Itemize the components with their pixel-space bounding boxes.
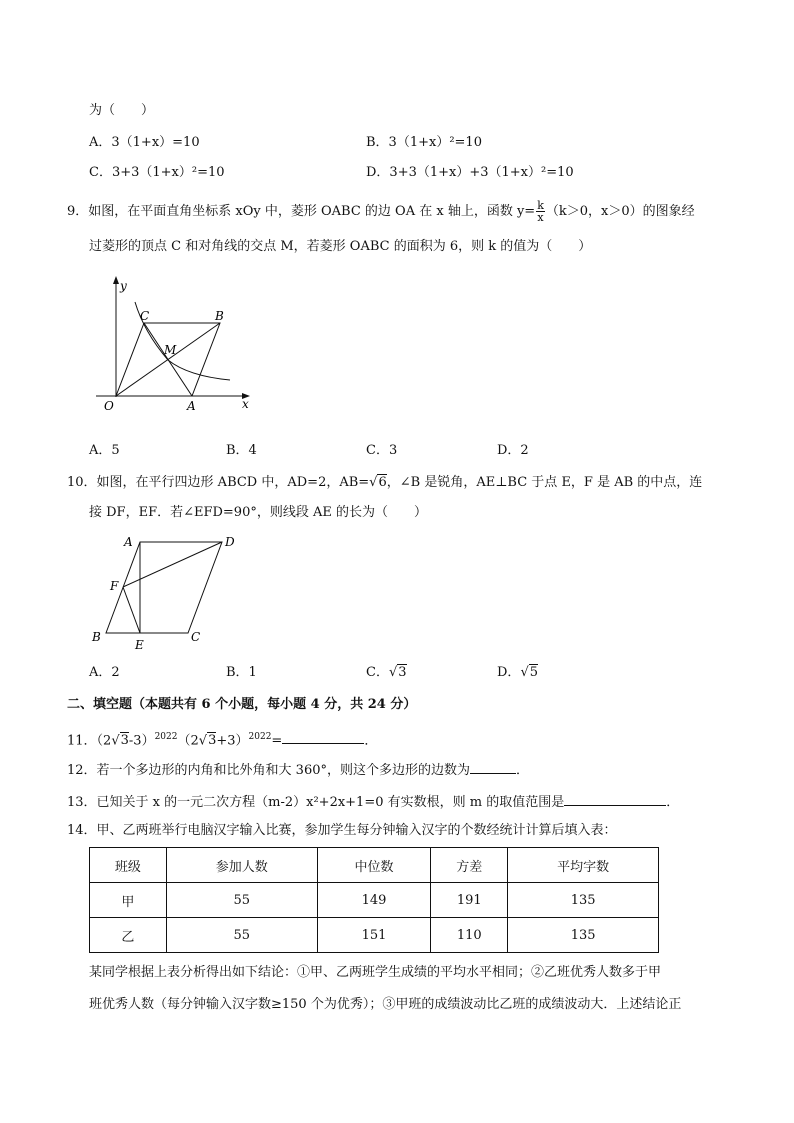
q10-figure <box>88 530 248 654</box>
q10-line2: 接 DF，EF．若∠EFD=90°，则线段 AE 的长为（ ） <box>89 505 427 520</box>
q9-frac-num: k <box>537 199 544 212</box>
q10-segment-fe <box>123 587 140 633</box>
q11-exponent1: 2022 <box>154 732 178 742</box>
q11-mid2: （2 <box>177 733 199 749</box>
q13-text: 13．已知关于 x 的一元二次方程（m-2）x²+2x+1=0 有实数根，则 m 的取值范围是 <box>67 795 565 810</box>
q13-answer-blank[interactable] <box>564 792 666 806</box>
table-cell: 乙 <box>90 918 167 953</box>
q10-line1-b: ，∠B 是锐角，AE⊥BC 于点 E，F 是 AB 的中点，连 <box>386 475 703 490</box>
table-header-row <box>90 848 659 883</box>
q10-sqrt-symbol: √ <box>369 475 378 490</box>
q9-y-arrow <box>113 276 119 284</box>
q11-equals: = <box>271 733 283 749</box>
q10-option-d-sqrt: 5 <box>529 665 539 680</box>
q10-option-d-label: D． <box>497 665 521 680</box>
q8-option-d: D．3+3（1+x）+3（1+x）²=10 <box>366 165 574 180</box>
q10-sqrt-ab: 6 <box>378 475 387 490</box>
q11-sqrt1: 3 <box>120 733 129 749</box>
table-header-cell: 参加人数 <box>166 848 317 883</box>
table-header-cell: 方差 <box>431 848 508 883</box>
table-cell: 149 <box>317 883 431 918</box>
q11-exponent2: 2022 <box>248 732 272 742</box>
table-row <box>90 918 659 953</box>
table-header-cell: 平均字数 <box>508 848 659 883</box>
q8-option-b: B．3（1+x）²=10 <box>366 135 482 150</box>
q8-stem-end: 为（ ） <box>89 103 155 118</box>
q8-option-a: A．3（1+x）=10 <box>89 135 200 150</box>
q12-end: ． <box>516 763 530 778</box>
q10-label-e: E <box>135 638 144 652</box>
q14-after-line1: 某同学根据上表分析得出如下结论：①甲、乙两班学生成绩的平均水平相同；②乙班优秀人数多于甲 <box>89 965 662 980</box>
q10-label-a: A <box>124 535 133 549</box>
table-cell: 110 <box>431 918 508 953</box>
q9-label-y: y <box>120 279 127 293</box>
q11-sqrt2-symbol: √ <box>198 733 208 749</box>
table-header-cell: 班级 <box>90 848 167 883</box>
q10-option-c-label: C． <box>366 665 389 680</box>
q11-mid1: -3） <box>128 733 155 749</box>
q14-intro: 14．甲、乙两班举行电脑汉字输入比赛，参加学生每分钟输入汉字的个数经统计计算后填入表： <box>67 823 617 838</box>
q9-option-a: A．5 <box>89 443 120 458</box>
table-cell: 甲 <box>90 883 167 918</box>
q10-label-b: B <box>92 630 101 644</box>
q11-answer-blank[interactable] <box>282 730 364 744</box>
q11-mid3: +3） <box>216 733 249 749</box>
q10-line1-a: 10．如图，在平行四边形 ABCD 中，AD=2，AB= <box>67 475 370 490</box>
q9-label-a: A <box>187 399 196 413</box>
q10-option-c-sqrt: 3 <box>398 665 407 680</box>
q14-table <box>89 847 659 953</box>
q10-option-a: A．2 <box>89 665 120 680</box>
q9-label-b: B <box>215 309 224 323</box>
q9-line1-a: 9．如图，在平面直角坐标系 xOy 中，菱形 OABC 的边 OA 在 x 轴上，函数 y= <box>67 204 536 219</box>
q10-option-c <box>366 664 407 682</box>
table-cell: 191 <box>431 883 508 918</box>
table-header-cell: 中位数 <box>317 848 431 883</box>
q9-label-x: x <box>242 397 249 411</box>
q11-sqrt1-symbol: √ <box>111 733 120 749</box>
q9-label-c: C <box>140 309 150 323</box>
q11-sqrt2: 3 <box>208 733 217 749</box>
q9-option-b: B．4 <box>226 443 257 458</box>
q10-option-c-sqrt-symbol: √ <box>388 665 398 680</box>
q9-figure <box>88 272 258 417</box>
q10-option-b: B．1 <box>226 665 257 680</box>
q9-line2: 过菱形的顶点 C 和对角线的交点 M，若菱形 OABC 的面积为 6，则 k 的值为（ ） <box>89 239 592 254</box>
table-cell: 151 <box>317 918 431 953</box>
q8-option-c: C．3+3（1+x）²=10 <box>89 165 225 180</box>
q10-line1 <box>67 474 702 492</box>
q12-line <box>67 760 529 780</box>
q13-end: ． <box>666 795 680 810</box>
q10-option-d-sqrt-symbol: √ <box>520 665 529 680</box>
q9-label-o: O <box>104 399 114 413</box>
q11-prefix: 11．（2 <box>67 733 112 749</box>
q9-option-d: D．2 <box>497 443 529 458</box>
q10-label-d: D <box>225 535 235 549</box>
table-cell: 135 <box>508 918 659 953</box>
q12-text: 12．若一个多边形的内角和比外角和大 360°，则这个多边形的边数为 <box>67 763 470 778</box>
q12-answer-blank[interactable] <box>470 760 516 774</box>
q9-fraction <box>536 200 545 223</box>
q9-option-c: C．3 <box>366 443 398 458</box>
q10-label-f: F <box>110 579 119 593</box>
table-cell: 55 <box>166 918 317 953</box>
q10-option-d <box>497 664 538 682</box>
table-cell: 55 <box>166 883 317 918</box>
table-cell: 135 <box>508 883 659 918</box>
q9-frac-den: x <box>537 211 544 224</box>
q9-line1-b: （k＞0，x＞0）的图象经 <box>545 204 695 219</box>
section2-heading: 二、填空题（本题共有 6 个小题，每小题 4 分，共 24 分） <box>67 697 417 712</box>
q11-line <box>67 728 377 750</box>
table-row <box>90 883 659 918</box>
q9-label-m: M <box>164 343 177 357</box>
q9-line1 <box>67 200 695 223</box>
q11-end: ． <box>364 733 378 749</box>
q10-label-c: C <box>191 630 201 644</box>
q14-after-line2: 班优秀人数（每分钟输入汉字数≥150 个为优秀）；③甲班的成绩波动比乙班的成绩波动大．上述结论正 <box>89 997 682 1012</box>
q13-line <box>67 792 679 812</box>
